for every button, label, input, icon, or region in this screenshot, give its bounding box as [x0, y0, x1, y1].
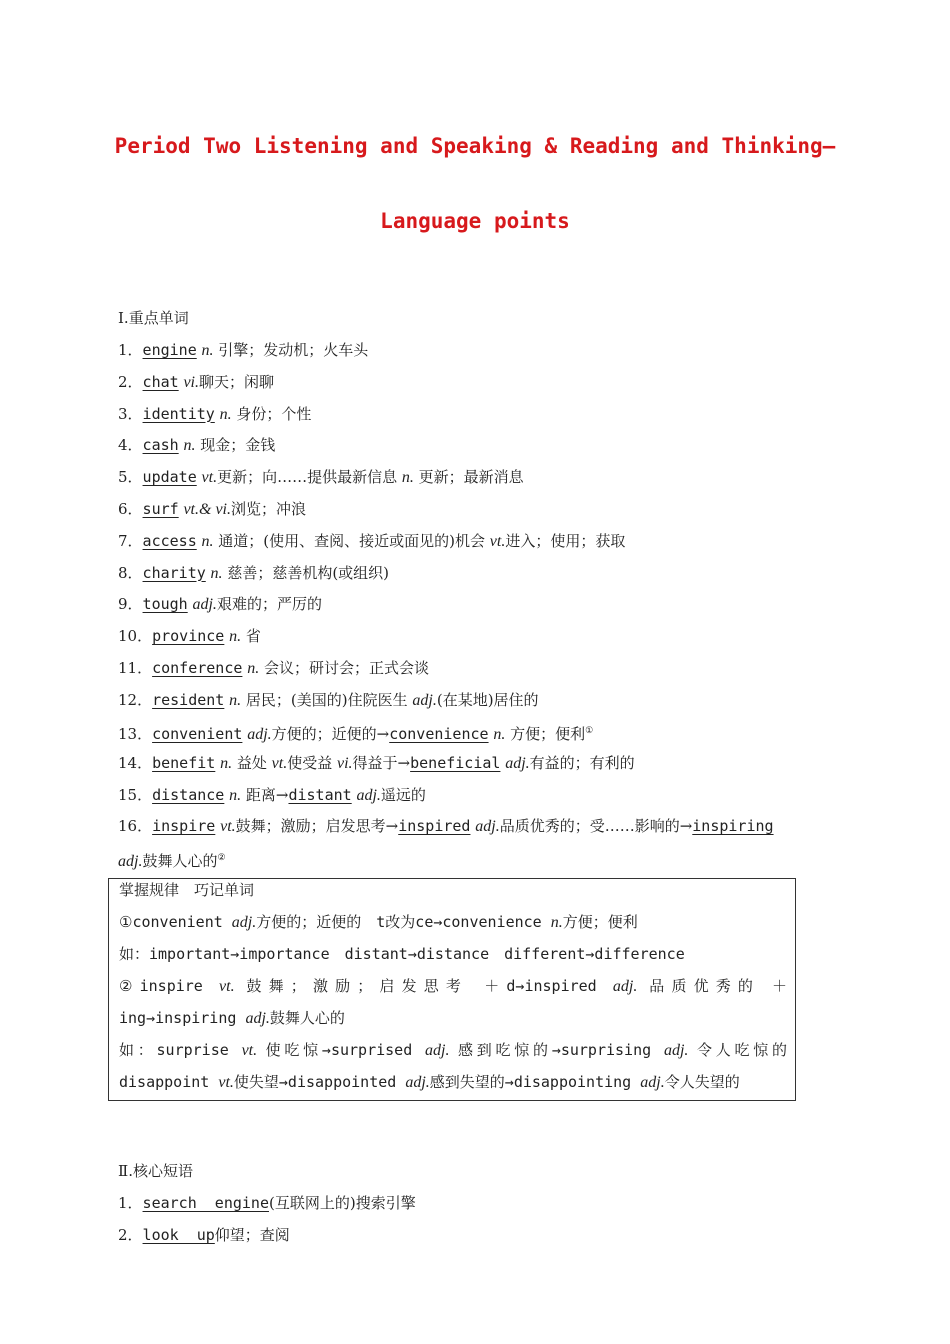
- part-of-speech: vt.: [271, 755, 288, 772]
- part-of-speech: adj.: [118, 853, 143, 870]
- part-of-speech: n.: [219, 405, 232, 423]
- definition: 仰望；查阅: [214, 1226, 290, 1244]
- definition: 鼓舞；激励；启发思考→: [235, 817, 399, 835]
- tip-text: 如：surprise: [119, 1041, 242, 1059]
- footnote-marker: ①: [585, 726, 594, 736]
- item-number: 7．: [118, 531, 143, 550]
- item-number: 1．: [118, 1194, 143, 1212]
- part-of-speech: vi.: [183, 373, 199, 391]
- item-number: 8．: [118, 563, 143, 582]
- part-of-speech: adj.: [425, 1042, 450, 1059]
- page-subtitle: Language points: [380, 209, 570, 233]
- vocab-item: [118, 593, 322, 616]
- tip-example-line: [119, 1071, 740, 1094]
- tip-text: disappoint: [119, 1073, 219, 1091]
- definition: 遥远的: [380, 786, 426, 804]
- vocab-word: engine: [142, 341, 197, 359]
- part-of-speech: vt.: [241, 1042, 258, 1059]
- tip-text: 令人失望的: [664, 1073, 740, 1091]
- definition: 更新；最新消息: [413, 468, 524, 487]
- tip-line: [119, 1007, 345, 1030]
- vocab-word: province: [152, 627, 225, 646]
- footnote-marker: ②: [217, 853, 226, 863]
- part-of-speech: vi.: [337, 755, 353, 772]
- item-number: 2．: [118, 372, 143, 391]
- vocab-item-13: [118, 720, 593, 746]
- item-number: 13．: [118, 725, 153, 743]
- part-of-speech: vt.: [201, 469, 218, 487]
- part-of-speech: adj.: [192, 596, 217, 614]
- part-of-speech: adj.: [245, 1010, 270, 1027]
- part-of-speech: n.: [201, 532, 214, 550]
- part-of-speech: n.: [201, 342, 214, 359]
- vocab-word: identity: [142, 404, 215, 423]
- part-of-speech: adj.: [640, 1074, 665, 1091]
- definition: 进入；使用；获取: [505, 531, 626, 550]
- part-of-speech: n.: [493, 726, 506, 743]
- item-number: 15．: [118, 786, 153, 804]
- vocab-item-15: [118, 784, 426, 807]
- phrase-item: [118, 1192, 416, 1214]
- vocab-word: update: [142, 468, 197, 487]
- part-of-speech: adj.: [612, 978, 638, 995]
- derived-word: distant: [288, 786, 352, 804]
- part-of-speech: vt.: [218, 1074, 234, 1091]
- part-of-speech: n.: [550, 914, 563, 931]
- definition: 聊天；闲聊: [199, 372, 275, 391]
- vocab-word: convenient: [152, 725, 243, 743]
- item-number: 10．: [118, 627, 153, 646]
- part-of-speech: vt.: [489, 532, 506, 550]
- section-heading-key-words: Ⅰ.重点单词: [118, 309, 189, 327]
- vocab-item-14: [118, 752, 635, 775]
- tip-example-line: [119, 1039, 787, 1062]
- vocab-item: [118, 625, 261, 648]
- vocab-item-16: [118, 815, 774, 838]
- vocab-word: tough: [142, 595, 188, 614]
- vocab-item: [118, 466, 524, 489]
- phrase-item: [118, 1224, 290, 1246]
- vocab-word: charity: [142, 563, 206, 582]
- item-number: 4．: [118, 436, 143, 455]
- phrase: look up: [142, 1226, 215, 1244]
- part-of-speech: adj.: [231, 914, 257, 931]
- phrase: search engine: [142, 1194, 269, 1212]
- tip-line: [119, 975, 787, 998]
- part-of-speech: adj.: [475, 818, 500, 835]
- vocab-item: [118, 657, 429, 680]
- tip-box-heading: 掌握规律 巧记单词: [119, 881, 255, 899]
- definition: 引擎；发动机；火车头: [213, 341, 369, 359]
- part-of-speech: n.: [210, 564, 223, 582]
- definition: 鼓舞人心的: [142, 852, 218, 870]
- part-of-speech: adj.: [663, 1042, 689, 1059]
- tip-text: ing→inspiring: [119, 1009, 246, 1027]
- part-of-speech: n.: [229, 691, 242, 709]
- part-of-speech: adj.: [247, 726, 272, 743]
- part-of-speech: n.: [220, 755, 233, 772]
- item-number: 6．: [118, 500, 143, 518]
- part-of-speech: n.: [401, 469, 414, 487]
- definition: 距离→: [241, 786, 289, 804]
- item-number: 16．: [118, 817, 153, 835]
- part-of-speech: adj.: [405, 1074, 430, 1091]
- definition: 品质优秀的；受……影响的→: [499, 817, 693, 835]
- part-of-speech: adj.: [412, 691, 437, 709]
- item-number: 5．: [118, 468, 143, 487]
- definition: 益处: [232, 754, 267, 772]
- definition: 浏览；冲浪: [231, 500, 307, 518]
- definition: 有益的；有利的: [529, 754, 635, 772]
- definition: 方便；便利: [505, 725, 586, 743]
- part-of-speech: n.: [247, 660, 260, 677]
- tip-text: 使吃惊→surprised: [265, 1041, 426, 1059]
- item-number: 1．: [118, 341, 143, 359]
- vocab-item: [118, 371, 274, 394]
- vocab-word: resident: [152, 690, 225, 709]
- memory-tip-box: [108, 878, 796, 1101]
- vocab-item: [118, 434, 275, 457]
- part-of-speech: n.: [183, 437, 196, 455]
- definition: 方便的；近便的→: [271, 725, 390, 743]
- tip-text: 使失望→disappointed: [233, 1073, 406, 1091]
- derived-word: beneficial: [410, 754, 501, 772]
- vocab-word: surf: [142, 500, 179, 518]
- definition: 更新；向……提供最新信息: [217, 468, 398, 487]
- definition: 身份；个性: [231, 404, 312, 423]
- part-of-speech: vt.: [219, 978, 235, 995]
- vocab-word: benefit: [152, 754, 216, 772]
- vocab-word: cash: [142, 436, 179, 455]
- tip-text: 品质优秀的 ＋: [649, 977, 787, 995]
- section-heading-key-phrases: Ⅱ.核心短语: [118, 1162, 193, 1180]
- item-number: 14．: [118, 754, 153, 772]
- item-number: 9．: [118, 595, 143, 614]
- tip-text: 鼓舞人心的: [269, 1009, 345, 1027]
- definition: 省: [241, 627, 261, 646]
- tip-text: 感到失望的→disappointing: [429, 1073, 641, 1091]
- vocab-item: [118, 498, 306, 521]
- definition: 会议；研讨会；正式会谈: [259, 659, 429, 677]
- part-of-speech: vt.& vi.: [183, 501, 231, 518]
- vocab-item: [118, 689, 539, 712]
- tip-text: 感到吃惊的→surprising: [458, 1041, 664, 1059]
- tip-text: 方便的；近便的 t改为ce→convenience: [256, 913, 551, 931]
- definition: 得益于→: [352, 754, 411, 772]
- derived-word: convenience: [389, 725, 489, 743]
- tip-text: ②inspire: [119, 977, 220, 995]
- item-number: 12．: [118, 690, 153, 709]
- item-number: 2．: [118, 1226, 143, 1244]
- tip-text: ①convenient: [119, 913, 232, 931]
- item-number: 11．: [118, 659, 153, 677]
- vocab-item-16-continued: [118, 847, 226, 873]
- definition: 通道；(使用、查阅、接近或面见的)机会: [213, 531, 485, 550]
- item-number: 3．: [118, 404, 143, 423]
- definition: 使受益: [287, 754, 333, 772]
- tip-line: [119, 911, 638, 934]
- vocab-item: [118, 562, 389, 585]
- vocab-word: distance: [152, 786, 225, 804]
- vocab-word: chat: [142, 372, 179, 391]
- vocab-item: [118, 403, 311, 426]
- definition: 艰难的；严厉的: [216, 595, 322, 614]
- definition: (在某地)居住的: [436, 690, 539, 709]
- tip-example-line: 如：important→importance distant→distance different→difference: [119, 945, 685, 963]
- tip-text: 方便；便利: [562, 913, 638, 931]
- part-of-speech: n.: [229, 628, 242, 646]
- definition: (互联网上的)搜索引擎: [268, 1194, 416, 1212]
- derived-word: inspiring: [692, 817, 774, 835]
- definition: 现金；金钱: [195, 436, 276, 455]
- tip-text: 鼓舞；激励；启发思考 ＋d→inspired: [246, 977, 613, 995]
- definition: 居民；(美国的)住院医生: [241, 690, 408, 709]
- vocab-word: conference: [152, 659, 243, 677]
- vocab-word: access: [142, 531, 197, 550]
- vocab-item: [118, 530, 625, 553]
- vocab-word: inspire: [152, 817, 216, 835]
- derived-word: inspired: [398, 817, 471, 835]
- part-of-speech: n.: [229, 787, 242, 804]
- part-of-speech: vt.: [220, 818, 236, 835]
- page-title: Period Two Listening and Speaking & Reading and Thinking—: [114, 134, 836, 158]
- vocab-item: [118, 339, 368, 362]
- tip-text: 令人吃惊的: [696, 1041, 787, 1059]
- part-of-speech: adj.: [505, 755, 530, 772]
- definition: 慈善；慈善机构(或组织): [222, 563, 390, 582]
- part-of-speech: adj.: [356, 787, 381, 804]
